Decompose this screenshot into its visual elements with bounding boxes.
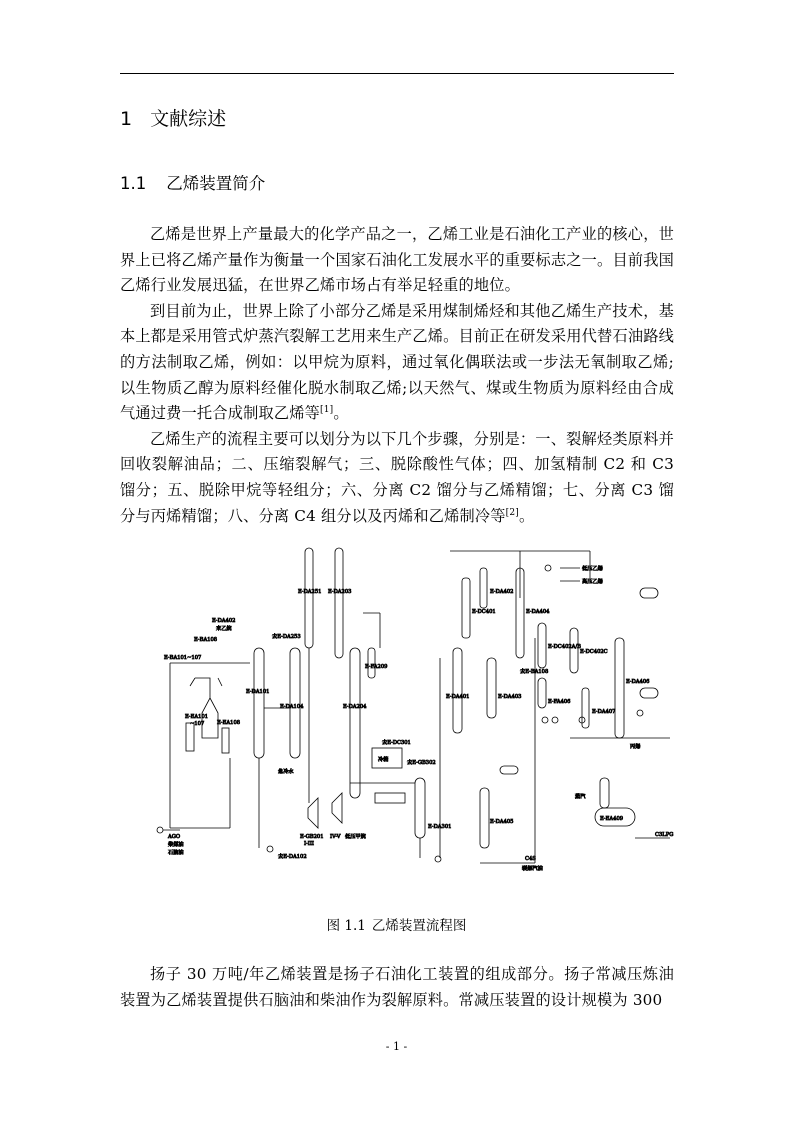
body-text-top: [120, 222, 674, 529]
paragraph-1: [120, 222, 674, 299]
subsection-heading: [120, 170, 265, 194]
label-todc301: 去E-DC301: [382, 740, 411, 746]
label-diyayixi: 低压乙烯: [582, 566, 603, 572]
furnace-shape: [195, 678, 218, 738]
paragraph-2-text: 到目前为止，世界上除了小部分乙烯是采用煤制烯烃和其他乙烯生产技术，基本上都是采用管式炉蒸汽裂解工艺用来生产乙烯。目前正在研发采用代替石油路线的方法制取乙烯，例如：以甲烷为原料，通过氧化偶联法或一步法无氧制取乙烯;以生物质乙醇为原料经催化脱水制取乙烯;以天然气、煤或生物质为原料经由合成气通过费一托合成制取乙烯等: [120, 301, 674, 423]
drum-da402: [480, 568, 487, 608]
paragraph-3: [120, 427, 674, 529]
pump-b: [552, 717, 558, 723]
paragraph-4: [120, 962, 674, 1013]
paragraph-3-tail: 。: [519, 506, 535, 525]
furnace-side: [190, 678, 222, 686]
tower-409: [600, 778, 609, 808]
label-dc402: E-DC402A/B: [548, 644, 581, 650]
header-rule: [120, 73, 674, 74]
drum-fa209: [368, 648, 375, 678]
label-lengxiang: 冷箱: [378, 757, 389, 763]
label-dc401: E-DC401: [472, 609, 496, 615]
label-toda102: 去E-DA102: [278, 854, 307, 860]
label-shinaoyou: 石脑油: [168, 850, 184, 856]
label-gb201b: I-III: [304, 841, 314, 847]
label-ea108: E-EA108: [217, 720, 241, 726]
reactor-dc402: [538, 623, 546, 668]
exchanger-ea101: [186, 723, 194, 751]
compressor-ivv: [332, 793, 342, 823]
label-da101: E-DA101: [246, 689, 270, 695]
flow-diagram-svg: [150, 538, 690, 883]
label-da406: E-DA406: [626, 679, 650, 685]
tower-da401: [453, 648, 462, 733]
paragraph-1-text: 乙烯是世界上产量最大的化学产品之一，乙烯工业是石油化工产业的核心，世界上已将乙烯产量作为衡量一个国家石油化工发展水平的重要标志之一。目前我国乙烯行业发展迅猛，在世界乙烯市场占有举足轻重的地位。: [120, 225, 674, 295]
label-da104: E-DA104: [280, 704, 304, 710]
label-gb201: E-GB201: [300, 834, 324, 840]
drum-405: [500, 766, 518, 774]
label-da401: E-DA401: [446, 694, 470, 700]
tower-da301: [415, 778, 425, 838]
section-title: 文献综述: [150, 108, 227, 130]
figure-caption-number: 图 1.1: [326, 918, 366, 934]
drum-top-right: [640, 588, 658, 598]
label-jilengshui: 急冷水: [278, 769, 294, 775]
pump-d: [637, 710, 643, 716]
label-fa209: E-FA209: [365, 664, 388, 670]
label-da301: E-DA301: [428, 824, 452, 830]
reactor-dc402c: [570, 628, 578, 673]
tower-da203: [335, 548, 343, 658]
tower-da406: [615, 638, 624, 738]
page-number: - 1 -: [385, 1040, 408, 1053]
label-ea101: E-EA101: [185, 714, 209, 720]
pump-top: [545, 565, 551, 571]
exchanger-coldbox: [375, 793, 405, 803]
tower-da405: [480, 788, 489, 848]
label-ivv: IV-V: [330, 834, 341, 840]
pump-a: [542, 717, 548, 723]
label-da404: E-DA404: [526, 609, 550, 615]
label-da204: E-DA204: [343, 704, 367, 710]
label-da251: E-DA251: [298, 589, 322, 595]
section-number: 1: [120, 108, 133, 130]
label-da405: E-DA405: [490, 819, 514, 825]
exchanger-ea108: [222, 728, 229, 753]
label-laiyixi: 来乙烷: [216, 626, 232, 632]
tower-da403: [487, 658, 496, 718]
label-diyajiawan: 低压甲烷: [345, 834, 366, 840]
label-jiaoyou: 柴煤油: [168, 842, 184, 848]
label-ago: AGO: [168, 834, 181, 840]
tower-da104: [290, 648, 300, 758]
label-dc402c: E-DC402C: [580, 649, 608, 655]
ethylene-process-flow-diagram: [150, 538, 690, 883]
pump-feed: [157, 827, 163, 833]
label-togb302: 去E-GB302: [407, 760, 436, 766]
label-da403: E-DA403: [498, 694, 522, 700]
label-gaoyayixi: 高压乙烯: [582, 579, 603, 585]
paragraph-2: [120, 299, 674, 427]
label-c4s: C4S: [525, 856, 536, 862]
drum-fa406: [538, 678, 546, 708]
label-da407: E-DA407: [592, 709, 616, 715]
label-da203: E-DA203: [328, 589, 352, 595]
label-ba108b: 去E-BA108: [520, 669, 549, 675]
section-heading: [120, 104, 226, 131]
furnace-group: [157, 663, 250, 833]
figure-caption-text: 乙烯装置流程图: [371, 918, 467, 934]
label-ea409: E-EA409: [600, 816, 624, 822]
drum-da407: [582, 688, 589, 728]
label-c3lpg: C3LPG: [655, 832, 674, 838]
label-fa406: E-FA406: [548, 699, 571, 705]
reactor-dc401: [462, 578, 470, 638]
label-ea101b: ~107: [190, 721, 205, 727]
label-zhengqi: 蒸汽: [575, 794, 586, 800]
paragraph-2-tail: 。: [333, 404, 349, 423]
drum-406: [640, 688, 658, 698]
pump-102: [267, 846, 273, 852]
citation-1[interactable]: [1]: [320, 405, 334, 416]
tower-da251: [305, 548, 313, 648]
paragraph-4-text: 扬子 30 万吨/年乙烯装置是扬子石油化工装置的组成部分。扬子常减压炼油装置为乙烯装置提供石脑油和柴油作为裂解原料。常减压装置的设计规模为 300: [120, 965, 674, 1009]
figure-caption: [0, 914, 793, 934]
label-liejieqiyou: 裂解汽油: [522, 866, 543, 872]
citation-2[interactable]: [2]: [505, 507, 520, 518]
tower-da204: [350, 648, 360, 798]
label-ba101: E-BA101~107: [164, 655, 202, 661]
paragraph-3-text: 乙烯生产的流程主要可以划分为以下几个步骤，分别是：一、裂解烃类原料并回收裂解油品；二、压缩裂解气；三、脱除酸性气体；四、加氢精制 C2 和 C3 馏分；五、脱除甲烷等轻组分；六、分离 C2 馏分与乙烯精馏；七、分离 C3 馏分与丙烯精馏；八、分离 C4 组分以及丙烯和乙烯制冷等: [120, 429, 674, 525]
label-da402b: E-DA402: [490, 589, 514, 595]
subsection-number: 1.1: [120, 174, 147, 193]
label-bingxi: 丙烯: [630, 744, 641, 750]
subsection-title: 乙烯装置简介: [166, 174, 266, 193]
body-text-bottom: [120, 962, 674, 1013]
label-ba108: E-BA108: [194, 637, 218, 643]
compressor-gb201: [308, 798, 318, 828]
tower-da101: [254, 648, 264, 758]
label-da402: E-DA402: [212, 618, 236, 624]
label-toda253: 去E-DA253: [272, 634, 301, 640]
